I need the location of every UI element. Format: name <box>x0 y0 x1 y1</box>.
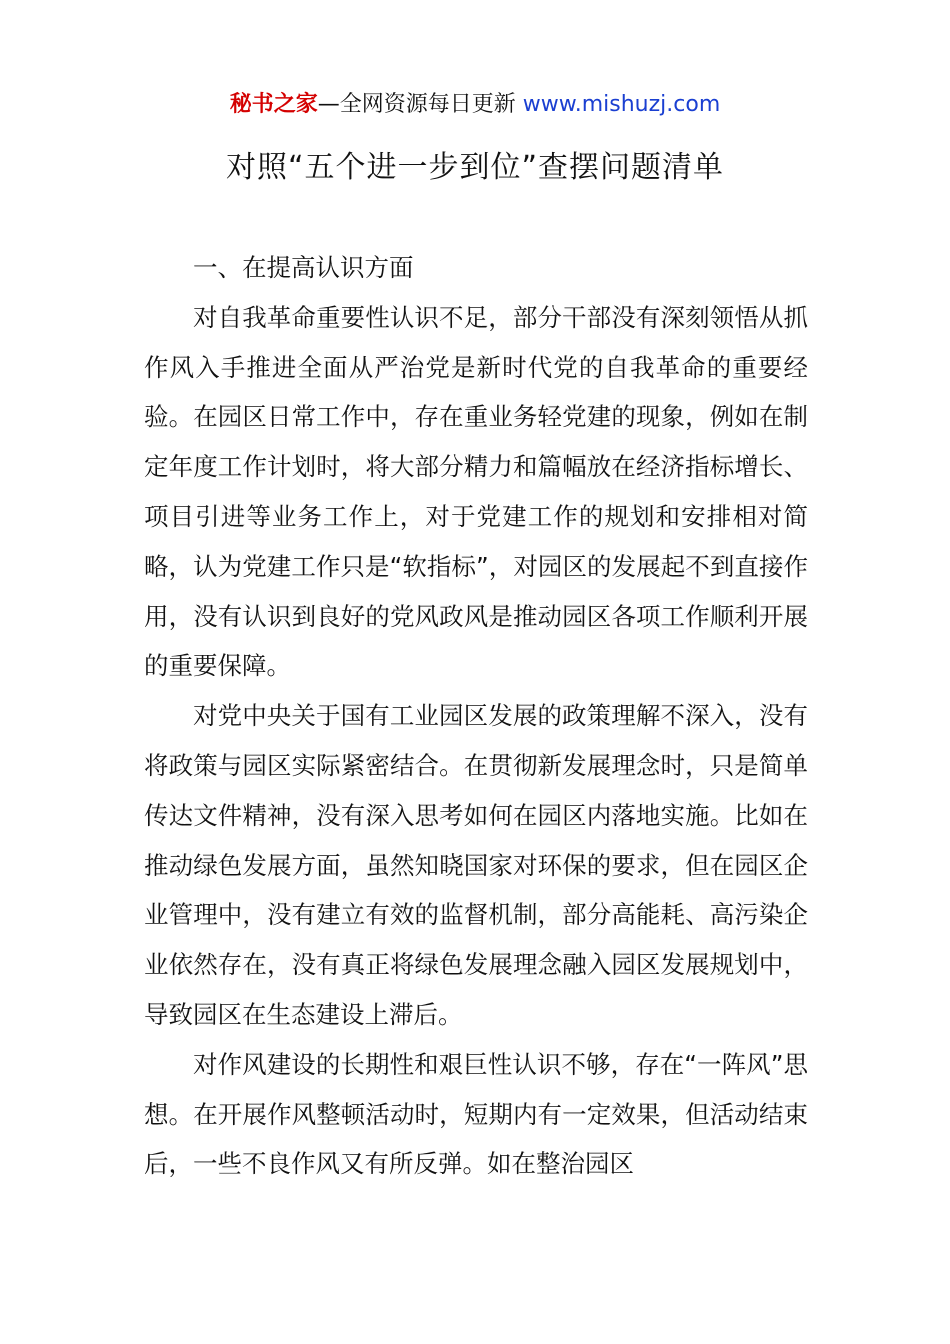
body-paragraph: 对党中央关于国有工业园区发展的政策理解不深入，没有将政策与园区实际紧密结合。在贯彻新发展理念时，只是简单传达文件精神，没有深入思考如何在园区内落地实施。比如在推动绿色发展方面，虽然知晓国家对环保的要求，但在园区企业管理中，没有建立有效的监督机制，部分高能耗、高污染企业依然存在，没有真正将绿色发展理念融入园区发展规划中，导致园区在生态建设上滞后。 <box>144 701 808 1029</box>
body-paragraph: 对作风建设的长期性和艰巨性认识不够，存在“一阵风”思想。在开展作风整顿活动时，短期内有一定效果，但活动结束后，一些不良作风又有所反弹。如在整治园区 <box>144 1049 808 1179</box>
site-url-link[interactable]: www.mishuzj.com <box>522 92 721 117</box>
header-slogan: —全网资源每日更新 <box>317 92 523 117</box>
document-title: 对照“五个进一步到位”查摆问题清单 <box>225 150 725 185</box>
body-paragraph: 对自我革命重要性认识不足，部分干部没有深刻领悟从抓作风入手推进全面从严治党是新时代党的自我革命的重要经验。在园区日常工作中，存在重业务轻党建的现象，例如在制定年度工作计划时，将大部分精力和篇幅放在经济指标增长、项目引进等业务工作上，对于党建工作的规划和安排相对简略，认为党建工作只是“软指标”，对园区的发展起不到直接作用，没有认识到良好的党风政风是推动园区各项工作顺利开展的重要保障。 <box>144 302 808 681</box>
site-header <box>0 88 950 122</box>
document-body <box>144 243 808 1189</box>
section-heading: 一、在提高认识方面 <box>193 253 414 282</box>
brand-name: 秘书之家 <box>229 92 318 117</box>
